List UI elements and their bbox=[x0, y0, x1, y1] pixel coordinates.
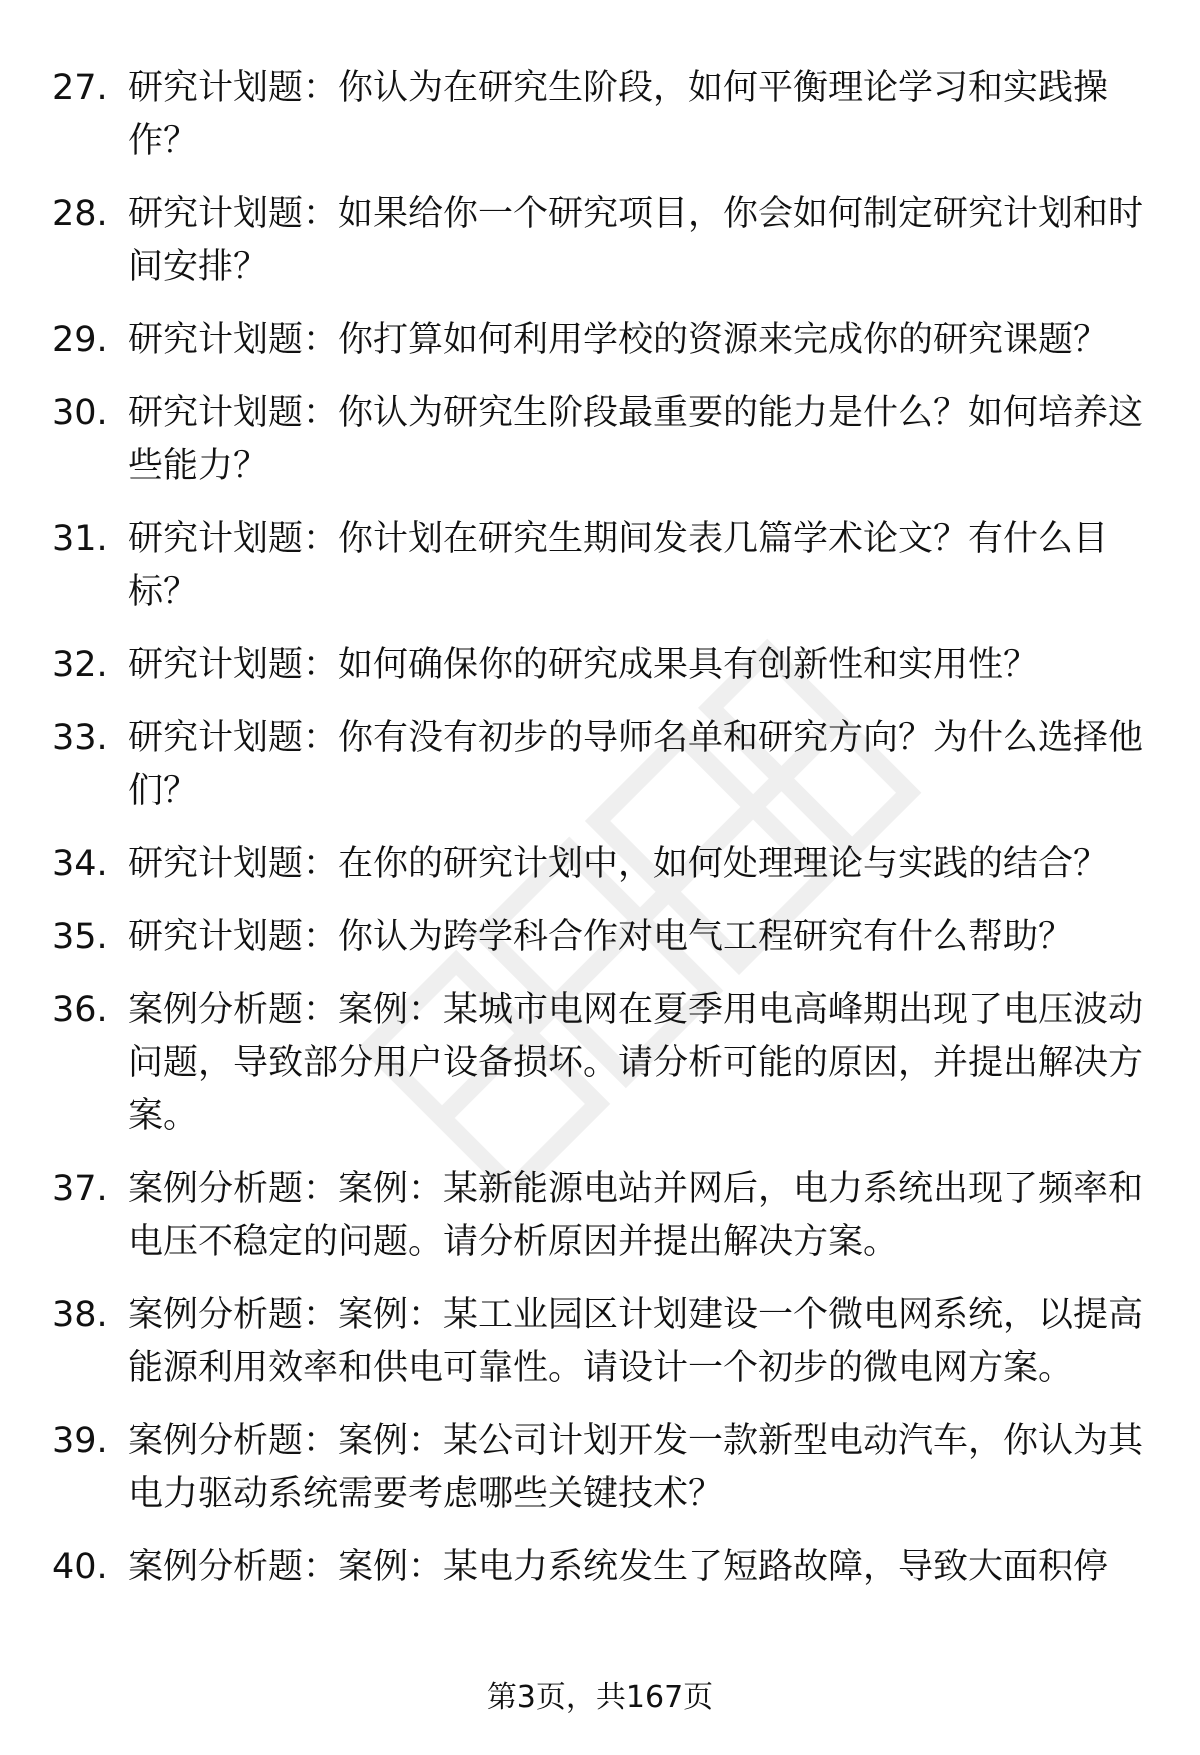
question-number: 34. bbox=[52, 844, 108, 884]
question-text: 研究计划题：你计划在研究生期间发表几篇学术论文？有什么目标？ bbox=[128, 519, 1109, 612]
question-text: 研究计划题：你打算如何利用学校的资源来完成你的研究课题？ bbox=[128, 320, 1109, 360]
question-number: 32. bbox=[52, 645, 108, 685]
question-item bbox=[52, 639, 1152, 692]
question-item bbox=[52, 188, 1152, 294]
question-item bbox=[52, 712, 1152, 818]
question-text: 案例分析题：案例：某公司计划开发一款新型电动汽车，你认为其电力驱动系统需要考虑哪些关键技术？ bbox=[128, 1421, 1144, 1514]
question-list bbox=[52, 62, 1152, 1594]
question-number: 30. bbox=[52, 393, 108, 433]
question-number: 36. bbox=[52, 990, 108, 1030]
page-footer bbox=[0, 1678, 1200, 1718]
question-number: 39. bbox=[52, 1421, 108, 1461]
question-text: 案例分析题：案例：某电力系统发生了短路故障，导致大面积停 bbox=[128, 1547, 1109, 1587]
question-text: 研究计划题：你认为在研究生阶段，如何平衡理论学习和实践操作？ bbox=[128, 68, 1109, 161]
question-item bbox=[52, 838, 1152, 891]
question-item bbox=[52, 1163, 1152, 1269]
question-number: 31. bbox=[52, 519, 108, 559]
question-text: 研究计划题：你认为研究生阶段最重要的能力是什么？如何培养这些能力？ bbox=[128, 393, 1144, 486]
question-item bbox=[52, 62, 1152, 168]
question-number: 37. bbox=[52, 1169, 108, 1209]
question-text: 研究计划题：如何确保你的研究成果具有创新性和实用性？ bbox=[128, 645, 1039, 685]
question-text: 研究计划题：在你的研究计划中，如何处理理论与实践的结合？ bbox=[128, 844, 1109, 884]
question-text: 研究计划题：你认为跨学科合作对电气工程研究有什么帮助？ bbox=[128, 917, 1074, 957]
question-item bbox=[52, 984, 1152, 1143]
question-number: 27. bbox=[52, 68, 108, 108]
question-item bbox=[52, 513, 1152, 619]
question-text: 案例分析题：案例：某新能源电站并网后，电力系统出现了频率和电压不稳定的问题。请分析原因并提出解决方案。 bbox=[128, 1169, 1144, 1262]
question-number: 29. bbox=[52, 320, 108, 360]
question-number: 40. bbox=[52, 1547, 108, 1587]
question-item bbox=[52, 1541, 1152, 1594]
question-text: 研究计划题：如果给你一个研究项目，你会如何制定研究计划和时间安排？ bbox=[128, 194, 1144, 287]
question-number: 33. bbox=[52, 718, 108, 758]
question-item bbox=[52, 314, 1152, 367]
question-item bbox=[52, 911, 1152, 964]
question-number: 28. bbox=[52, 194, 108, 234]
question-item bbox=[52, 387, 1152, 493]
question-text: 研究计划题：你有没有初步的导师名单和研究方向？为什么选择他们？ bbox=[128, 718, 1144, 811]
question-text: 案例分析题：案例：某工业园区计划建设一个微电网系统，以提高能源利用效率和供电可靠性。请设计一个初步的微电网方案。 bbox=[128, 1295, 1144, 1388]
page-number-label: 第3页，共167页 bbox=[486, 1680, 714, 1715]
question-item bbox=[52, 1289, 1152, 1395]
question-number: 35. bbox=[52, 917, 108, 957]
question-text: 案例分析题：案例：某城市电网在夏季用电高峰期出现了电压波动问题，导致部分用户设备损坏。请分析可能的原因，并提出解决方案。 bbox=[128, 990, 1144, 1136]
question-number: 38. bbox=[52, 1295, 108, 1335]
question-item bbox=[52, 1415, 1152, 1521]
